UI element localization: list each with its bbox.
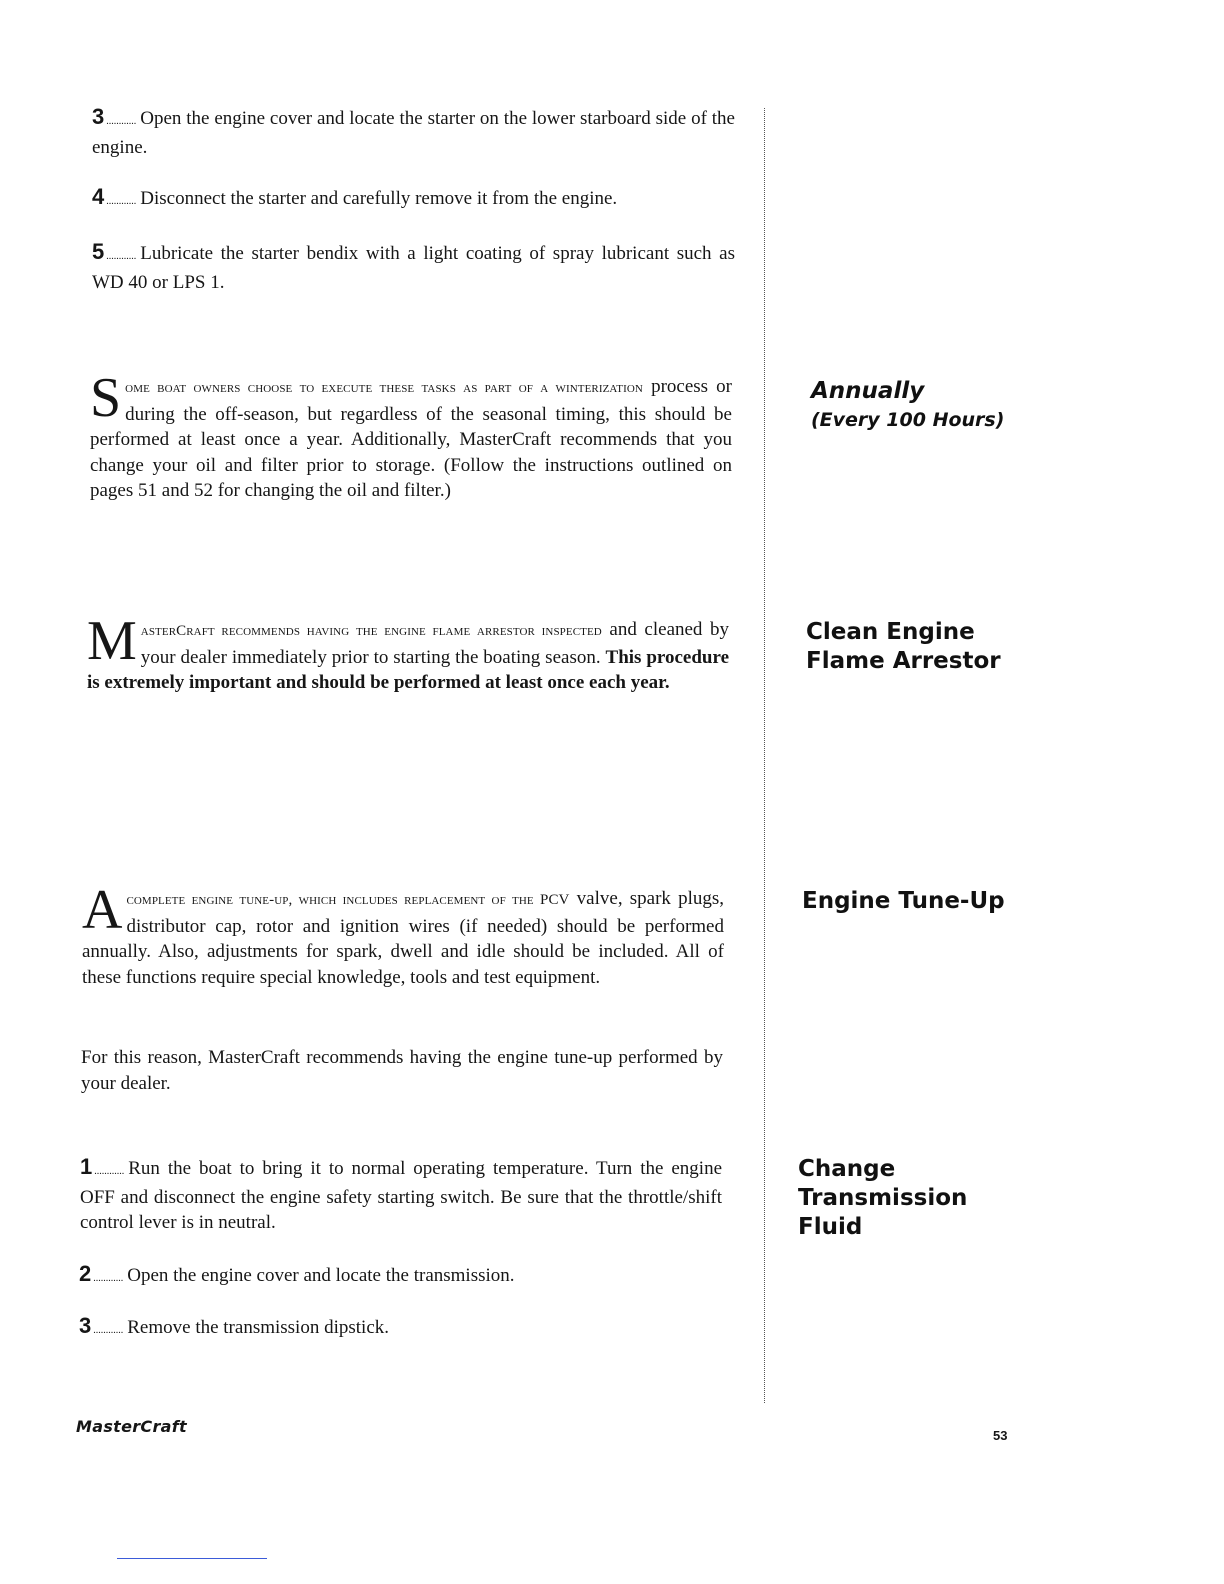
section-heading-flame-arrestor (806, 618, 1001, 676)
step-number: 2 (79, 1261, 92, 1286)
brand-logo: MasterCraft (76, 1417, 187, 1436)
dropcap: A (82, 879, 123, 941)
step-text: Run the boat to bring it to normal operating temperature. Turn the engine OFF and disconnect the engine safety starting switch. Be sure that the throttle/shift control lever is in neutral. (80, 1158, 722, 1233)
annually-paragraph (90, 367, 732, 504)
transmission-step-1 (80, 1154, 722, 1236)
paragraph-body: For this reason, MasterCraft recommends having the engine tune-up performed by your dealer. (81, 1047, 723, 1094)
step-3-top (92, 104, 735, 160)
heading-line: Clean Engine (806, 619, 975, 645)
paragraph-body: and cleaned by your dealer immediately prior to starting the boating season. (140, 619, 729, 668)
step-number: 5 (92, 239, 105, 264)
step-text: Remove the transmission dipstick. (127, 1317, 390, 1338)
dropcap: M (87, 610, 137, 672)
tune-up-paragraph (82, 879, 724, 990)
heading-line: Change (798, 1156, 896, 1182)
dot-leader: ............ (106, 196, 137, 207)
step-5-top (92, 239, 735, 295)
paragraph-body: valve, spark plugs, distributor cap, rotor and ignition wires (if needed) should be performed annually. Also, adjustments for spark, dwell and idle should be included. All of these functions require special knowledge, tools and test equipment. (82, 888, 724, 988)
step-text: Open the engine cover and locate the starter on the lower starboard side of the engine. (92, 108, 735, 158)
step-text: Open the engine cover and locate the transmission. (127, 1265, 515, 1286)
dot-leader: ............ (93, 1273, 124, 1284)
paragraph-body: process or during the off-season, but regardless of the seasonal timing, this should be performed at least once a year. Additionally, MasterCraft recommends that you change your oil and filter prior to storage. (Follow the instructions outlined on pages 51 and 52 for changing the oil and filter.) (90, 376, 732, 501)
lead-in: ome boat owners choose to execute these tasks as part of a winterization (125, 380, 643, 396)
heading-line: Flame Arrestor (806, 648, 1001, 674)
tune-up-paragraph-2 (81, 1045, 723, 1096)
section-heading-tune-up (802, 887, 1005, 916)
step-number: 1 (80, 1154, 93, 1179)
dropcap: S (90, 367, 122, 429)
heading-line: Fluid (798, 1214, 863, 1240)
page-number: 53 (993, 1428, 1008, 1443)
column-divider (764, 108, 765, 1403)
dot-leader: ............ (93, 1325, 124, 1336)
section-heading-transmission (798, 1155, 967, 1242)
lead-in: complete engine tune-up, which includes replacement of the PCV (126, 892, 570, 908)
heading-line: Transmission (798, 1185, 968, 1211)
scan-line (117, 1558, 267, 1559)
dot-leader: ............ (94, 1166, 125, 1177)
heading-line: Annually (811, 378, 925, 404)
flame-arrestor-paragraph (87, 610, 730, 696)
dot-leader: ............ (106, 116, 137, 127)
lead-in: asterCraft recommends having the engine flame arrestor inspected (140, 623, 602, 639)
transmission-step-3 (79, 1313, 721, 1344)
transmission-step-2 (79, 1261, 721, 1292)
heading-line: Engine Tune-Up (802, 888, 1005, 914)
step-text: Disconnect the starter and carefully remove it from the engine. (140, 188, 618, 209)
step-text: Lubricate the starter bendix with a light coating of spray lubricant such as WD 40 or LPS 1. (92, 243, 735, 293)
step-number: 4 (92, 184, 105, 209)
step-4-top (92, 184, 735, 215)
emphasis-text: This procedure is extremely important and should be performed at least once each year. (87, 646, 730, 693)
heading-subline: (Every 100 Hours) (811, 409, 1005, 431)
section-heading-annually (811, 377, 1004, 435)
step-number: 3 (92, 104, 105, 129)
dot-leader: ............ (106, 251, 137, 262)
step-number: 3 (79, 1313, 92, 1338)
